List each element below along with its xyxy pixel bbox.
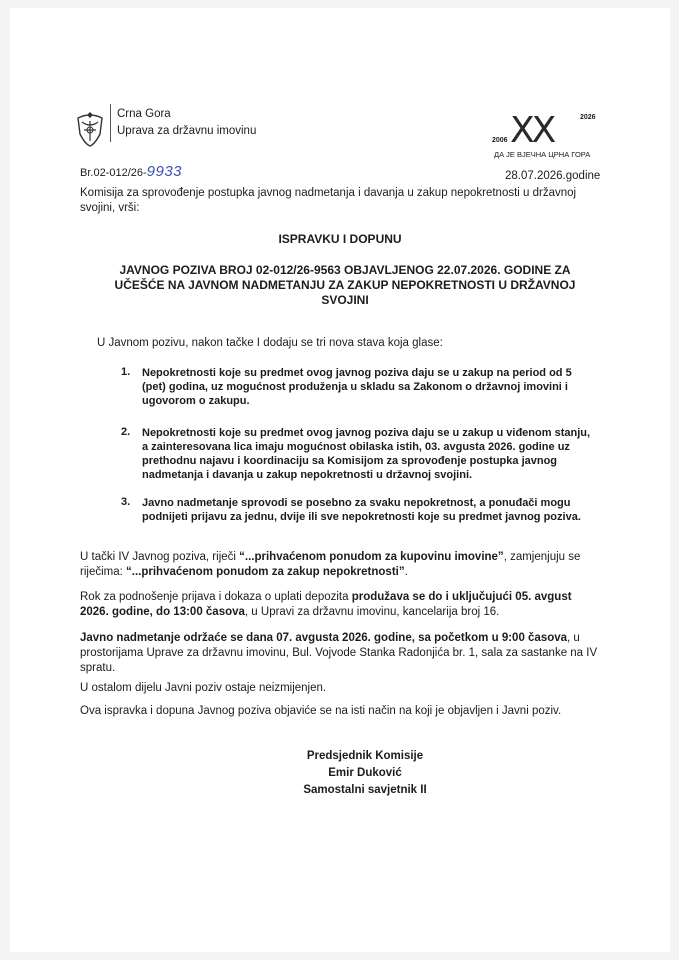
header-divider <box>110 104 111 142</box>
clause-iv-new-phrase: “...prihvaćenom ponudom za zakup nepokretnosti” <box>126 566 405 578</box>
item-2-text: Nepokretnosti koje su predmet ovog javnog poziva daju se u zakup u viđenom stanju, a zainteresovana lica imaju mogućnost obilaska istih, 03. avgusta 2026. godine uz prethodnu najavu i koordinaciju sa Komisijom za sprovođenje postupka javnog nadmetanja i davanja u zakup nepokretnosti u državnoj svojini. <box>142 427 591 481</box>
signature-block <box>240 748 490 799</box>
logo-subtitle: ДА ЈЕ ВЈЕЧНА ЦРНА ГОРА <box>494 150 591 159</box>
reference-number <box>80 163 182 180</box>
clause-iv-text-2: , zamjenjuju se riječima: <box>80 551 581 578</box>
intro-text: Komisija za sprovođenje postupka javnog nadmetanja i davanja u zakup nepokretnosti u državnoj svojini, vrši: <box>80 187 577 214</box>
deadline-text-1: Rok za podnošenje prijava i dokaza o uplati depozita <box>80 591 352 603</box>
paragraph-clause-iv <box>80 550 600 580</box>
paragraph-auction-date <box>80 631 600 676</box>
auction-location: , u prostorijama Uprave za državnu imovinu, Bul. Vojvode Stanka Radonjića br. 1, sala za sastanke na IV spratu. <box>80 632 598 674</box>
auction-date-bold: Javno nadmetanje održaće se dana 07. avgusta 2026. godine, sa početkom u 9:00 časova <box>80 632 568 644</box>
clause-iv-end: . <box>404 566 408 578</box>
item-2-number: 2. <box>121 426 131 438</box>
organization-name <box>117 106 256 140</box>
deadline-bold: produžava se do i uključujući 05. avgust 2026. godine, do 13:00 časova <box>80 591 572 618</box>
lead-paragraph: U Javnom pozivu, nakon tačke I dodaju se tri nova stava koja glase: <box>97 337 443 349</box>
document-date: 28.07.2026.godine <box>505 170 601 182</box>
coat-of-arms-icon <box>73 108 107 148</box>
clause-iv-text-1: U tački IV Javnog poziva, riječi <box>80 551 240 563</box>
clause-iv-old-phrase: “...prihvaćenom ponudom za kupovinu imovine” <box>239 551 504 563</box>
logo-mark: XX <box>510 110 554 151</box>
document-title: ISPRAVKU I DOPUNU <box>278 232 402 246</box>
paragraph-deadline <box>80 590 600 620</box>
item-3-number: 3. <box>121 496 131 508</box>
logo-year-end: 2026 <box>580 114 596 121</box>
item-3-text: Javno nadmetanje sprovodi se posebno za svaku nepokretnost, a ponuđači mogu podnijeti prijavu za jednu, dvije ili sve nepokretnosti koje su predmet javnog poziva. <box>142 497 581 523</box>
logo-year-start: 2006 <box>492 137 508 144</box>
item-1-text: Nepokretnosti koje su predmet ovog javnog poziva daju se u zakup na period od 5 (pet) godina, uz mogućnost produženja u skladu sa Zakonom o državnoj imovini i ugovorom o zakupu. <box>142 367 572 407</box>
reference-handwritten: 9933 <box>146 163 183 180</box>
signatory-role: Predsjednik Komisije <box>306 750 424 762</box>
reference-prefix: Br.02-012/26- <box>80 167 147 179</box>
org-line-country: Crna Gora <box>117 108 171 120</box>
org-line-agency: Uprava za državnu imovinu <box>117 125 257 137</box>
anniversary-logo <box>492 112 612 160</box>
signatory-position: Samostalni savjetnik II <box>303 784 427 796</box>
paragraph-remainder: U ostalom dijelu Javni poziv ostaje neizmijenjen. <box>80 682 327 694</box>
signatory-name: Emir Duković <box>328 767 402 779</box>
document-subtitle: JAVNOG POZIVA BROJ 02-012/26-9563 OBJAVLJENOG 22.07.2026. GODINE ZA UČEŠĆE NA JAVNOM NADMETANJU ZA ZAKUP NEPOKRETNOSTI U DRŽAVNOJ SVOJINI <box>114 263 576 307</box>
deadline-text-2: , u Upravi za državnu imovinu, kancelarija broj 16. <box>244 606 500 618</box>
paragraph-publication: Ova ispravka i dopuna Javnog poziva objaviće se na isti način na koji je objavljen i Javni poziv. <box>80 705 562 717</box>
item-1-number: 1. <box>121 366 131 378</box>
